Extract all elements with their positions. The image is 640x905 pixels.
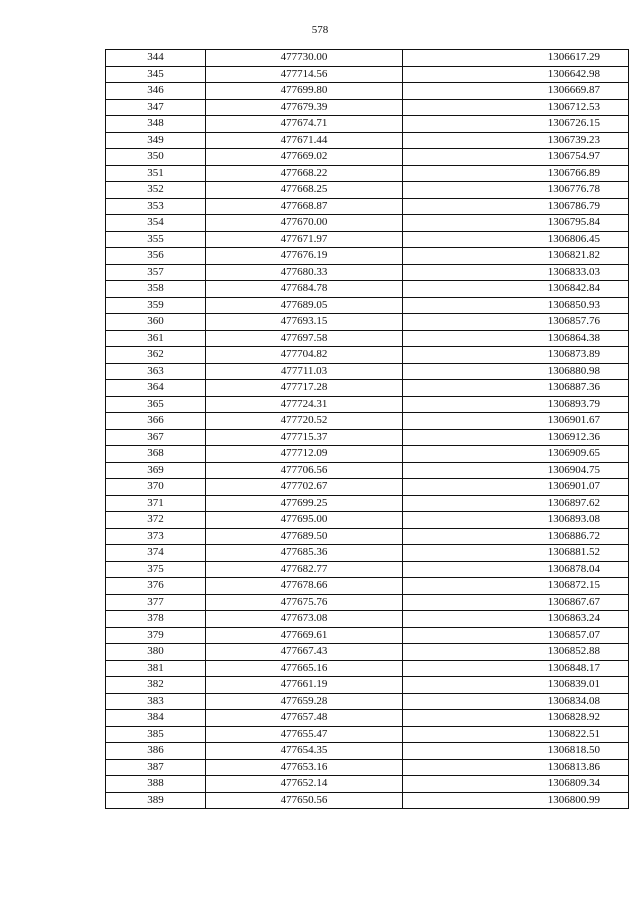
table-row [106,759,629,776]
table-row [106,578,629,595]
y-coordinate-cell: 1306863.24 [403,611,629,628]
point-number-cell: 354 [106,215,206,232]
table-row [106,776,629,793]
y-coordinate-cell: 1306786.79 [403,198,629,215]
y-coordinate-cell: 1306617.29 [403,50,629,67]
x-coordinate-cell: 477671.97 [206,231,403,248]
point-number-cell: 377 [106,594,206,611]
x-coordinate-cell: 477704.82 [206,347,403,364]
table-row [106,215,629,232]
table-row [106,611,629,628]
point-number-cell: 384 [106,710,206,727]
point-number-cell: 358 [106,281,206,298]
coordinates-table-body [106,50,629,809]
x-coordinate-cell: 477675.76 [206,594,403,611]
y-coordinate-cell: 1306842.84 [403,281,629,298]
x-coordinate-cell: 477668.22 [206,165,403,182]
table-row [106,66,629,83]
table-row [106,198,629,215]
y-coordinate-cell: 1306878.04 [403,561,629,578]
table-row [106,396,629,413]
x-coordinate-cell: 477669.02 [206,149,403,166]
point-number-cell: 359 [106,297,206,314]
point-number-cell: 380 [106,644,206,661]
y-coordinate-cell: 1306642.98 [403,66,629,83]
y-coordinate-cell: 1306886.72 [403,528,629,545]
point-number-cell: 379 [106,627,206,644]
table-row [106,281,629,298]
x-coordinate-cell: 477712.09 [206,446,403,463]
x-coordinate-cell: 477674.71 [206,116,403,133]
x-coordinate-cell: 477654.35 [206,743,403,760]
table-row [106,231,629,248]
point-number-cell: 353 [106,198,206,215]
y-coordinate-cell: 1306833.03 [403,264,629,281]
x-coordinate-cell: 477702.67 [206,479,403,496]
point-number-cell: 362 [106,347,206,364]
y-coordinate-cell: 1306887.36 [403,380,629,397]
x-coordinate-cell: 477689.50 [206,528,403,545]
point-number-cell: 349 [106,132,206,149]
table-row [106,347,629,364]
table-row [106,380,629,397]
x-coordinate-cell: 477650.56 [206,792,403,809]
y-coordinate-cell: 1306754.97 [403,149,629,166]
x-coordinate-cell: 477730.00 [206,50,403,67]
y-coordinate-cell: 1306834.08 [403,693,629,710]
point-number-cell: 383 [106,693,206,710]
y-coordinate-cell: 1306813.86 [403,759,629,776]
table-row [106,413,629,430]
point-number-cell: 352 [106,182,206,199]
table-row [106,710,629,727]
x-coordinate-cell: 477695.00 [206,512,403,529]
point-number-cell: 368 [106,446,206,463]
point-number-cell: 367 [106,429,206,446]
x-coordinate-cell: 477720.52 [206,413,403,430]
y-coordinate-cell: 1306795.84 [403,215,629,232]
x-coordinate-cell: 477669.61 [206,627,403,644]
point-number-cell: 355 [106,231,206,248]
y-coordinate-cell: 1306776.78 [403,182,629,199]
y-coordinate-cell: 1306867.67 [403,594,629,611]
table-row [106,116,629,133]
y-coordinate-cell: 1306821.82 [403,248,629,265]
table-row [106,50,629,67]
table-row [106,83,629,100]
x-coordinate-cell: 477689.05 [206,297,403,314]
x-coordinate-cell: 477699.80 [206,83,403,100]
y-coordinate-cell: 1306739.23 [403,132,629,149]
point-number-cell: 386 [106,743,206,760]
point-number-cell: 357 [106,264,206,281]
table-row [106,726,629,743]
table-row [106,330,629,347]
y-coordinate-cell: 1306800.99 [403,792,629,809]
table-row [106,627,629,644]
table-row [106,132,629,149]
table-row [106,363,629,380]
table-row [106,561,629,578]
point-number-cell: 388 [106,776,206,793]
point-number-cell: 375 [106,561,206,578]
x-coordinate-cell: 477693.15 [206,314,403,331]
x-coordinate-cell: 477670.00 [206,215,403,232]
y-coordinate-cell: 1306901.07 [403,479,629,496]
point-number-cell: 346 [106,83,206,100]
table-row [106,165,629,182]
x-coordinate-cell: 477653.16 [206,759,403,776]
table-row [106,264,629,281]
table-row [106,660,629,677]
y-coordinate-cell: 1306669.87 [403,83,629,100]
x-coordinate-cell: 477697.58 [206,330,403,347]
point-number-cell: 345 [106,66,206,83]
y-coordinate-cell: 1306822.51 [403,726,629,743]
point-number-cell: 389 [106,792,206,809]
table-row [106,677,629,694]
y-coordinate-cell: 1306839.01 [403,677,629,694]
table-row [106,545,629,562]
y-coordinate-cell: 1306881.52 [403,545,629,562]
table-row [106,512,629,529]
point-number-cell: 361 [106,330,206,347]
y-coordinate-cell: 1306850.93 [403,297,629,314]
x-coordinate-cell: 477711.03 [206,363,403,380]
y-coordinate-cell: 1306893.08 [403,512,629,529]
y-coordinate-cell: 1306901.67 [403,413,629,430]
x-coordinate-cell: 477668.87 [206,198,403,215]
y-coordinate-cell: 1306912.36 [403,429,629,446]
point-number-cell: 374 [106,545,206,562]
table-row [106,429,629,446]
point-number-cell: 387 [106,759,206,776]
point-number-cell: 381 [106,660,206,677]
x-coordinate-cell: 477652.14 [206,776,403,793]
point-number-cell: 364 [106,380,206,397]
x-coordinate-cell: 477679.39 [206,99,403,116]
x-coordinate-cell: 477715.37 [206,429,403,446]
y-coordinate-cell: 1306873.89 [403,347,629,364]
y-coordinate-cell: 1306864.38 [403,330,629,347]
point-number-cell: 351 [106,165,206,182]
table-row [106,99,629,116]
table-row [106,297,629,314]
table-row [106,792,629,809]
table-row [106,594,629,611]
y-coordinate-cell: 1306880.98 [403,363,629,380]
x-coordinate-cell: 477668.25 [206,182,403,199]
table-row [106,644,629,661]
point-number-cell: 348 [106,116,206,133]
x-coordinate-cell: 477676.19 [206,248,403,265]
y-coordinate-cell: 1306857.07 [403,627,629,644]
table-row [106,446,629,463]
y-coordinate-cell: 1306766.89 [403,165,629,182]
x-coordinate-cell: 477685.36 [206,545,403,562]
x-coordinate-cell: 477682.77 [206,561,403,578]
y-coordinate-cell: 1306818.50 [403,743,629,760]
x-coordinate-cell: 477665.16 [206,660,403,677]
x-coordinate-cell: 477655.47 [206,726,403,743]
y-coordinate-cell: 1306806.45 [403,231,629,248]
x-coordinate-cell: 477717.28 [206,380,403,397]
coordinates-table [105,49,629,809]
point-number-cell: 370 [106,479,206,496]
point-number-cell: 347 [106,99,206,116]
point-number-cell: 371 [106,495,206,512]
y-coordinate-cell: 1306904.75 [403,462,629,479]
x-coordinate-cell: 477678.66 [206,578,403,595]
point-number-cell: 372 [106,512,206,529]
x-coordinate-cell: 477680.33 [206,264,403,281]
point-number-cell: 376 [106,578,206,595]
point-number-cell: 363 [106,363,206,380]
x-coordinate-cell: 477673.08 [206,611,403,628]
x-coordinate-cell: 477661.19 [206,677,403,694]
point-number-cell: 378 [106,611,206,628]
y-coordinate-cell: 1306852.88 [403,644,629,661]
x-coordinate-cell: 477667.43 [206,644,403,661]
y-coordinate-cell: 1306857.76 [403,314,629,331]
table-row [106,182,629,199]
y-coordinate-cell: 1306712.53 [403,99,629,116]
page-number: 578 [311,24,329,36]
point-number-cell: 385 [106,726,206,743]
table-row [106,149,629,166]
x-coordinate-cell: 477659.28 [206,693,403,710]
point-number-cell: 365 [106,396,206,413]
point-number-cell: 373 [106,528,206,545]
x-coordinate-cell: 477706.56 [206,462,403,479]
x-coordinate-cell: 477714.56 [206,66,403,83]
x-coordinate-cell: 477724.31 [206,396,403,413]
table-row [106,462,629,479]
point-number-cell: 344 [106,50,206,67]
y-coordinate-cell: 1306726.15 [403,116,629,133]
table-row [106,495,629,512]
y-coordinate-cell: 1306809.34 [403,776,629,793]
point-number-cell: 350 [106,149,206,166]
y-coordinate-cell: 1306848.17 [403,660,629,677]
x-coordinate-cell: 477684.78 [206,281,403,298]
table-row [106,314,629,331]
point-number-cell: 369 [106,462,206,479]
y-coordinate-cell: 1306893.79 [403,396,629,413]
x-coordinate-cell: 477699.25 [206,495,403,512]
table-row [106,248,629,265]
x-coordinate-cell: 477671.44 [206,132,403,149]
point-number-cell: 366 [106,413,206,430]
point-number-cell: 356 [106,248,206,265]
y-coordinate-cell: 1306909.65 [403,446,629,463]
point-number-cell: 360 [106,314,206,331]
y-coordinate-cell: 1306897.62 [403,495,629,512]
x-coordinate-cell: 477657.48 [206,710,403,727]
table-row [106,479,629,496]
y-coordinate-cell: 1306828.92 [403,710,629,727]
table-row [106,693,629,710]
table-row [106,528,629,545]
table-row [106,743,629,760]
y-coordinate-cell: 1306872.15 [403,578,629,595]
point-number-cell: 382 [106,677,206,694]
